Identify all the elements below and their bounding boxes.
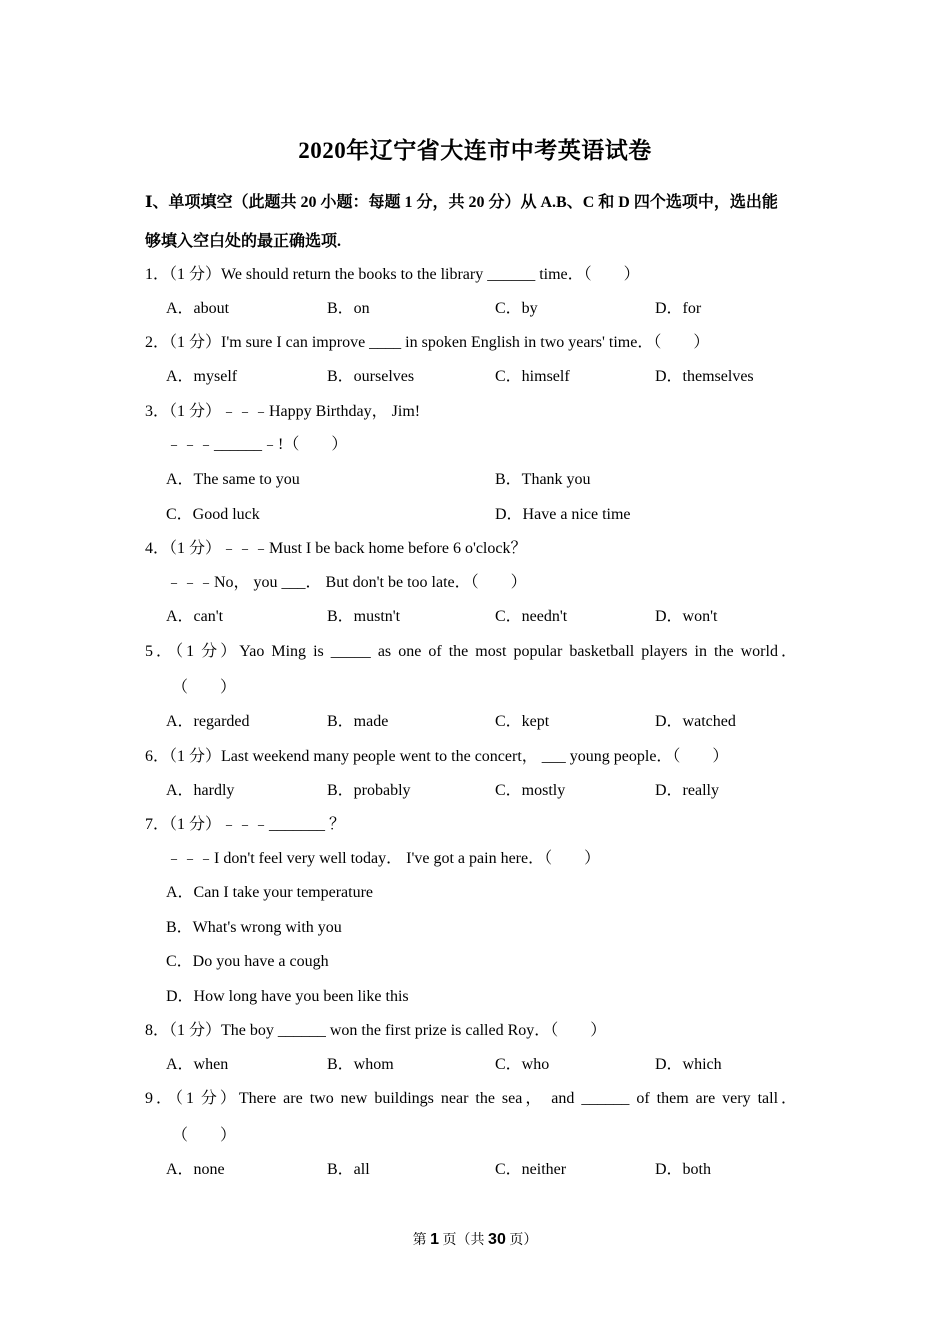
page-footer [0, 1229, 950, 1249]
section-instruction-line2: 够填入空白处的最正确选项. [145, 233, 342, 250]
question-5-option-c: C．kept [495, 713, 550, 730]
page-title: 2020年辽宁省大连市中考英语试卷 [298, 138, 652, 163]
question-5-blank: （ ） [172, 679, 237, 696]
question-7-option-c: C．Do you have a cough [166, 953, 329, 970]
question-5-stem: 5．（1 分）Yao Ming is _____ as one of the most popular basketball players in the world． [145, 643, 797, 660]
section-instruction-line1: Ⅰ、单项填空（此题共 20 小题：每题 1 分，共 20 分）从 A.B、C 和 D 四个选项中，选出能 [145, 194, 778, 211]
question-8-option-b: B．whom [327, 1056, 394, 1073]
question-5-option-a: A．regarded [166, 713, 250, 730]
question-6-option-d: D．really [655, 782, 719, 799]
question-7-stem: 7．（1 分）﹣﹣﹣_______ ？ [145, 816, 346, 833]
question-2-stem: 2．（1 分）I'm sure I can improve ____ in spoken English in two years' time．（ ） [145, 334, 710, 351]
question-9-option-c: C．neither [495, 1161, 567, 1178]
question-1-option-a: A．about [166, 300, 230, 317]
footer-prefix: 第 [412, 1233, 431, 1248]
question-5-option-b: B．made [327, 713, 389, 730]
question-1-option-d: D．for [655, 300, 702, 317]
question-3-option-a: A．The same to you [166, 471, 300, 488]
question-9-option-b: B．all [327, 1161, 370, 1178]
question-3-option-b: B．Thank you [495, 471, 591, 488]
question-2-option-c: C．himself [495, 368, 570, 385]
question-4-option-d: D．won't [655, 608, 718, 625]
footer-middle: 页（共 [439, 1233, 489, 1248]
question-6-option-c: C．mostly [495, 782, 566, 799]
footer-suffix: 页） [505, 1233, 538, 1248]
question-5-option-d: D．watched [655, 713, 736, 730]
question-8-stem: 8．（1 分）The boy ______ won the first prize is called Roy．（ ） [145, 1022, 607, 1039]
question-1-option-c: C．by [495, 300, 538, 317]
question-2-option-b: B．ourselves [327, 368, 415, 385]
question-9-option-d: D．both [655, 1161, 712, 1178]
question-9-stem: 9．（1 分）There are two new buildings near the sea， and ______ of them are very tall． [145, 1090, 797, 1107]
question-1-stem: 1．（1 分）We should return the books to the library ______ time．（ ） [145, 266, 640, 283]
question-6-option-a: A．hardly [166, 782, 235, 799]
question-4-option-b: B．mustn't [327, 608, 401, 625]
footer-page-number: 1 [430, 1231, 440, 1248]
question-4-option-c: C．needn't [495, 608, 568, 625]
footer-total-pages: 30 [488, 1231, 506, 1248]
question-8-option-c: C．who [495, 1056, 550, 1073]
question-3-option-d: D．Have a nice time [495, 506, 631, 523]
question-2-option-d: D．themselves [655, 368, 754, 385]
question-4-reply: ﹣﹣﹣No， you ___． But don't be too late．（ ） [166, 574, 527, 591]
question-7-option-a: A．Can I take your temperature [166, 884, 374, 901]
question-3-stem: 3．（1 分）﹣﹣﹣Happy Birthday， Jim! [145, 403, 421, 420]
question-9-option-a: A．none [166, 1161, 225, 1178]
question-3-reply: ﹣﹣﹣______﹣!（ ） [166, 436, 348, 453]
question-6-stem: 6．（1 分）Last weekend many people went to the concert， ___ young people．（ ） [145, 748, 729, 765]
question-8-option-a: A．when [166, 1056, 229, 1073]
question-9-blank: （ ） [172, 1127, 237, 1144]
question-4-stem: 4．（1 分）﹣﹣﹣Must I be back home before 6 o'clock？ [145, 540, 527, 557]
question-8-option-d: D．which [655, 1056, 722, 1073]
question-3-option-c: C．Good luck [166, 506, 260, 523]
question-1-option-b: B．on [327, 300, 370, 317]
question-7-reply: ﹣﹣﹣I don't feel very well today． I've got a pain here．（ ） [166, 850, 601, 867]
question-4-option-a: A．can't [166, 608, 224, 625]
question-7-option-d: D．How long have you been like this [166, 988, 409, 1005]
question-2-option-a: A．myself [166, 368, 238, 385]
question-6-option-b: B．probably [327, 782, 411, 799]
question-7-option-b: B．What's wrong with you [166, 919, 342, 936]
